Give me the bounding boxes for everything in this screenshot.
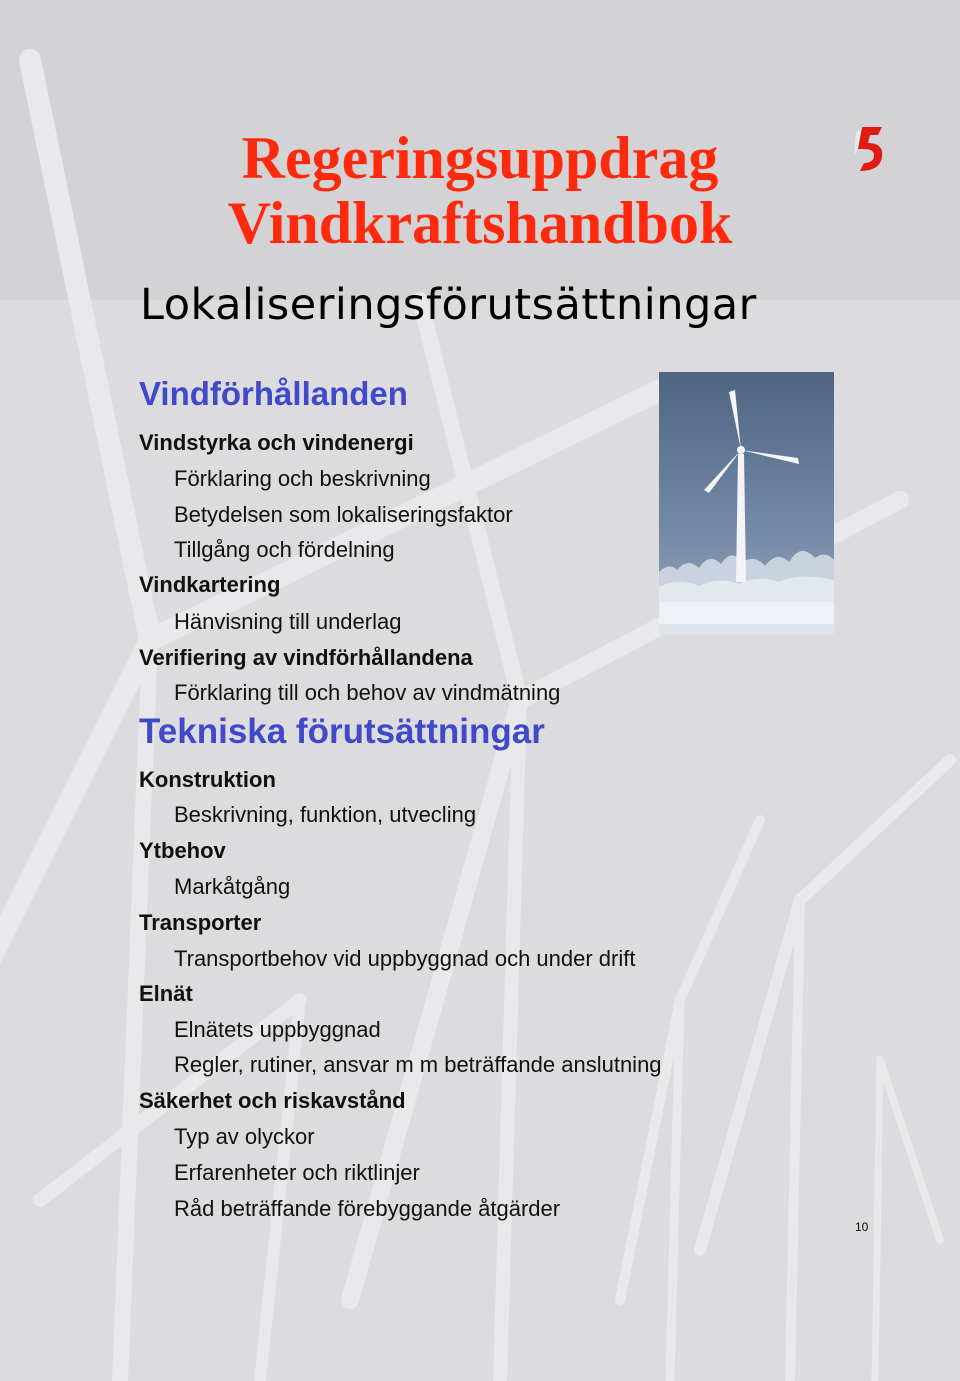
list-item: Vindstyrka och vindenergi bbox=[139, 430, 414, 455]
list-subitem: Typ av olyckor bbox=[174, 1124, 315, 1149]
list-subitem: Markåtgång bbox=[174, 874, 291, 899]
list-subitem: Elnätets uppbyggnad bbox=[174, 1017, 381, 1042]
page-subtitle: Lokaliseringsförutsättningar bbox=[140, 280, 757, 330]
section-heading-vindforhallanden: Vindförhållanden bbox=[139, 375, 408, 412]
list-subitem: Förklaring och beskrivning bbox=[174, 466, 431, 491]
list-subitem: Transportbehov vid uppbyggnad och under drift bbox=[174, 946, 636, 971]
list-subitem: Beskrivning, funktion, utvecling bbox=[174, 802, 477, 827]
title-line-2: Vindkraftshandbok bbox=[227, 190, 733, 256]
list-item: Säkerhet och riskavstånd bbox=[139, 1088, 406, 1113]
list-subitem: Regler, rutiner, ansvar m m beträffande anslutning bbox=[174, 1052, 662, 1077]
red-logo-icon bbox=[852, 125, 888, 173]
list-subitem: Tillgång och fördelning bbox=[174, 537, 395, 562]
list-subitem: Råd beträffande förebyggande åtgärder bbox=[174, 1196, 561, 1221]
list-item: Verifiering av vindförhållandena bbox=[139, 645, 473, 670]
list-subitem: Betydelsen som lokaliseringsfaktor bbox=[174, 502, 513, 527]
list-subitem: Hänvisning till underlag bbox=[174, 609, 402, 634]
section-heading-tekniska: Tekniska förutsättningar bbox=[139, 712, 545, 751]
list-subitem: Förklaring till och behov av vindmätning bbox=[174, 680, 561, 705]
title-line-1: Regeringsuppdrag bbox=[241, 125, 719, 191]
list-item: Elnät bbox=[139, 981, 193, 1006]
wind-turbine-photo bbox=[659, 372, 834, 635]
list-item: Transporter bbox=[139, 910, 262, 935]
list-item: Vindkartering bbox=[139, 572, 281, 597]
page-number: 10 bbox=[855, 1220, 869, 1234]
list-item: Ytbehov bbox=[139, 838, 226, 863]
list-subitem: Erfarenheter och riktlinjer bbox=[174, 1160, 420, 1185]
list-item: Konstruktion bbox=[139, 767, 276, 792]
